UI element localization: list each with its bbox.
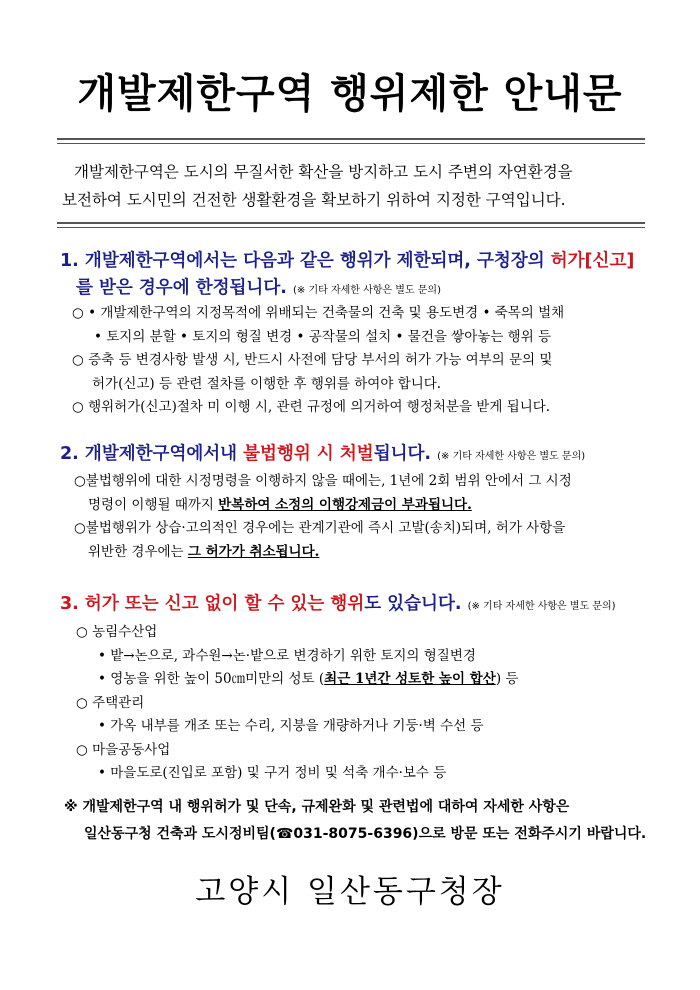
list-item: ○ 행위허가(신고)절차 미 이행 시, 관련 규정에 의거하여 행정처분을 받게 됩니다. [72,399,551,415]
footnote-line-1: ※ 개발제한구역 내 행위허가 및 단속, 규제완화 및 관련법에 대하여 자세한 사항은 [64,799,570,815]
list-item-text: ) 등 [495,671,519,687]
paragraph-line: ○불법행위가 상습·고의적인 경우에는 관계기관에 즉시 고발(송치)되며, 허가 사항을 [74,520,566,536]
section-2-heading-tail: 됩니다. [373,444,432,464]
section-3-heading-tail: 도 있습니다. [364,594,462,614]
paragraph-text: 명령이 이행될 때까지 [88,496,219,513]
contact-footnote [64,794,664,848]
section-1-note: (※ 기타 자세한 사항은 별도 문의) [292,285,441,296]
intro-line-2: 보전하여 도시민의 건전한 생활환경을 확보하기 위하여 지정한 구역입니다. [62,191,566,209]
intro-paragraph [62,158,642,214]
section-3-note: (※ 기타 자세한 사항은 별도 문의) [467,601,616,612]
section-1-heading-red: 허가[신고] [550,251,635,271]
underlined-emphasis: 그 허가가 취소됩니다. [187,543,320,560]
list-item-text: • 영농을 위한 높이 50㎝미만의 성토 ( [98,671,325,687]
issuer-signature: 고양시 일산동구청장 [195,874,505,910]
paragraph-line [74,494,654,518]
section-3-body [76,621,656,786]
list-item: ○ • 개발제한구역의 지정목적에 위배되는 건축물의 건축 및 용도변경 • 죽목의 벌채 [72,305,565,321]
underlined-emphasis: 최근 1년간 성토한 높이 합산 [324,671,496,687]
footnote-line-2: 일산동구청 건축과 도시정비팀(☎031-8075-6396)으로 방문 또는 전화주시기 바랍니다. [84,826,647,842]
section-1-heading-tail: 를 받은 경우에 한정됩니다. [76,278,287,298]
section-3-heading [60,591,660,620]
section-1-heading [60,248,660,304]
list-item: • 마을도로(진입로 포함) 및 구거 정비 및 석축 개수·보수 등 [98,765,447,781]
section-1-body [72,302,652,420]
paragraph-text: 위반한 경우에는 [88,543,188,560]
section-2-heading [60,441,660,470]
category-label: ○ 농림수산업 [76,624,158,640]
section-2-heading-red: 불법행위 시 처벌 [243,444,374,464]
section-2-heading-text: 2. 개발제한구역에서내 [60,444,244,464]
category-label: ○ 마을공동사업 [76,741,171,758]
list-item: • 밭→논으로, 과수원→논·밭으로 변경하기 위한 토지의 형질변경 [98,647,476,664]
section-2-body [74,470,654,564]
category-label: ○ 주택관리 [76,694,145,711]
intro-line-1: 개발제한구역은 도시의 무질서한 확산을 방지하고 도시 주변의 자연환경을 [74,163,573,181]
list-item: 허가(신고) 등 관련 절차를 이행한 후 행위를 하여야 합니다. [92,375,442,392]
top-divider [57,138,645,144]
bottom-divider [57,222,645,228]
list-item: • 토지의 분할 • 토지의 형질 변경 • 공작물의 설치 • 물건을 쌓아놓는 행위 등 [94,328,552,345]
section-1-heading-text: 1. 개발제한구역에서는 다음과 같은 행위가 제한되며, 구청장의 [60,251,551,271]
section-3-heading-red: 3. 허가 또는 신고 없이 할 수 있는 행위 [60,594,365,614]
paragraph-line [74,541,654,565]
paragraph-line: ○불법행위에 대한 시정명령을 이행하지 않을 때에는, 1년에 2회 범위 안에서 그 시정 [74,473,572,489]
list-item: • 가옥 내부를 개조 또는 수리, 지붕을 개량하거나 기둥·벽 수선 등 [98,718,484,734]
page-title: 개발제한구역 행위제한 안내문 [77,71,623,117]
underlined-emphasis: 반복하여 소정의 이행강제금이 부과됩니다. [218,496,472,513]
list-item [76,668,656,692]
section-2-note: (※ 기타 자세한 사항은 별도 문의) [437,451,586,462]
list-item: ○ 증축 등 변경사항 발생 시, 반드시 사전에 담당 부서의 허가 가능 여부의 문의 및 [72,352,553,368]
